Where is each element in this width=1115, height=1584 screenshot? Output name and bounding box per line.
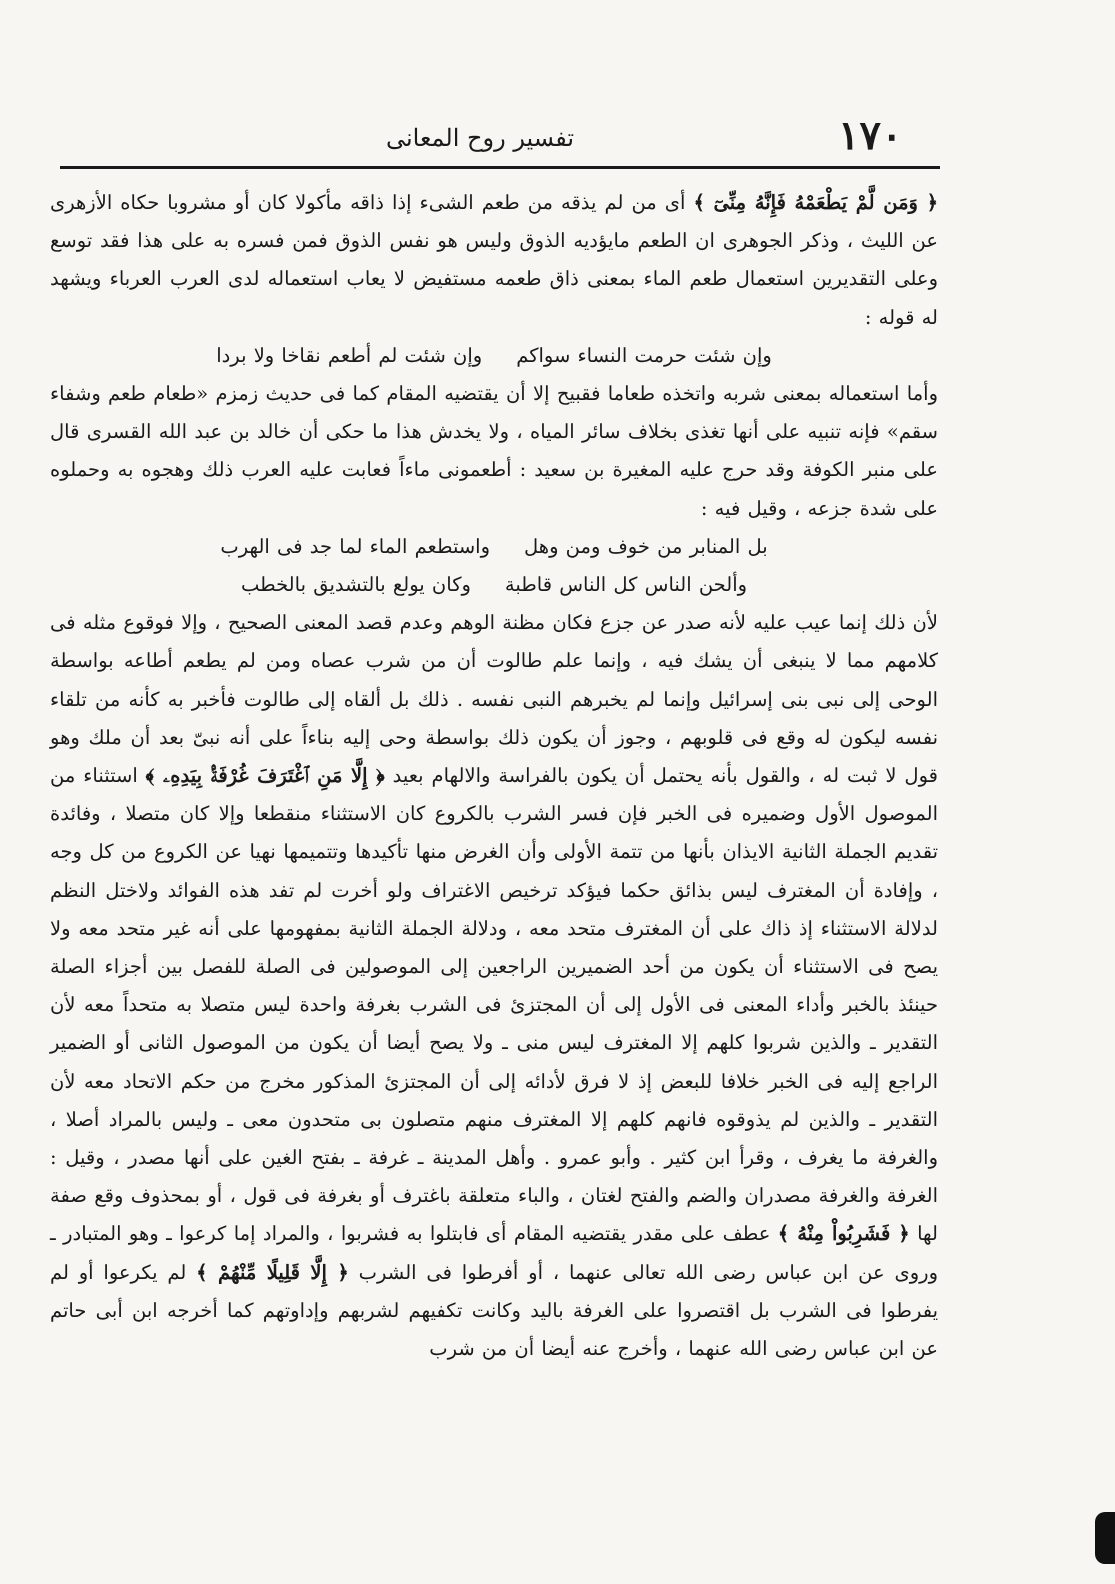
verse-line	[50, 337, 938, 375]
header-rule	[60, 166, 940, 169]
quran-quote: ﴿ وَمَن لَّمْ يَطْعَمْهُ فَإِنَّهُ مِنِّىٓ ﴾	[693, 191, 938, 214]
running-title: تفسير روح المعانى	[385, 124, 575, 152]
page-number: ١٧٠	[838, 112, 903, 159]
verse-hemistich: وإن شئت حرمت النساء سواكم	[516, 343, 772, 367]
paragraph-3	[50, 604, 938, 1368]
paragraph-text: عطف على مقدر يقتضيه المقام أى فابتلوا به فشربوا ، والمراد إما كرعوا ـ وهو المتبادر ـ وروى عن ابن عباس رضى الله تعالى عنهما ، أو أفرطوا فى الشرب	[50, 1222, 938, 1284]
body-text	[50, 184, 938, 1368]
verse-line	[50, 528, 938, 566]
quran-quote: ﴿ إِلَّا مَنِ ٱغْتَرَفَ غُرْفَةًۢ بِيَدِهِۦ ﴾	[145, 764, 385, 788]
paragraph-2: وأما استعماله بمعنى شربه واتخذه طعاما فقبيح إلا أن يقتضيه المقام كما فى حديث زمزم «طعام طعم وشفاء سقم» فإنه تنبيه على أنها تغذى بخلاف سائر المياه ، ولا يخدش هذا ما حكى أن خالد بن عبد الله القسرى قال على منبر الكوفة وقد حرج عليه المغيرة بن سعيد : أطعمونى ماءاً فعابت عليه العرب ذلك وهجوه به وحملوه على شدة جزعه ، وقيل فيه :	[50, 382, 938, 520]
verse-hemistich: وإن شئت لم أطعم نقاخا ولا بردا	[216, 343, 483, 367]
paragraph-text: لم يكرعوا أو لم يفرطوا فى الشرب بل اقتصروا على الغرفة باليد وكانت تكفيهم لشربهم وإداوتهم كما أخرجه ابن أبى حاتم عن ابن عباس رضى الله عنهما ، وأخرج عنه أيضا أن من شرب	[50, 1260, 938, 1361]
paragraph-text: لأن ذلك إنما عيب عليه لأنه صدر عن جزع فكان مظنة الوهم وعدم قصد المعنى الصحيح ، وإلا فوقوع مثله فى كلامهم مما لا ينبغى أن يشك فيه ، وإنما علم طالوت أن من شرب عصاه ومن لم يطعم أطاعه بواسطة الوحى إلى نبى بنى إسرائيل وإنما لم يخبرهم النبى نفسه . ذلك بل ألقاه إلى طالوت فأخبر به كأنه من تلقاء نفسه ليكون له وقع فى قلوبهم ، وجوز أن يكون ذلك بواسطة وحى إليه بناءاً على أنه نبىّ بعد أن ملك وهو قول لا ثبت له ، والقول بأنه يحتمل أن يكون بالفراسة والالهام بعيد	[50, 611, 938, 788]
verse-hemistich: بل المنابر من خوف ومن وهل	[524, 534, 768, 558]
verse-hemistich: واستطعم الماء لما جد فى الهرب	[220, 534, 491, 558]
quran-quote: ﴿ إِلَّا قَلِيلًا مِّنْهُمْ ﴾	[196, 1260, 349, 1284]
quran-quote: ﴿ فَشَرِبُواْ مِنْهُ ﴾	[777, 1222, 910, 1246]
paragraph-1	[50, 184, 938, 337]
verse-line	[50, 566, 938, 604]
scan-edge-mark	[1095, 1512, 1115, 1564]
verse-hemistich: وكان يولع بالتشديق بالخطب	[240, 573, 471, 597]
paragraph-text: استثناء من الموصول الأول وضميره فى الخبر فإن فسر الشرب بالكروع كان الاستثناء منقطعا وإلا كان متصلا ، وفائدة تقديم الجملة الثانية الايذان بأنها من تتمة الأولى وأن الغرض منها تأكيدها وتتميمها نهيا عن الكروع من كل وجه ، وإفادة أن المغترف ليس بذائق حكما فيؤكد ترخيص الاغتراف ولو أخرت لم تفد هذه الفوائد ولاختل النظم لدلالة الاستثناء إذ ذاك على أن المغترف متحد معه ، ودلالة الجملة الثانية بمفهومها على أنه غير متحد معه ولا يصح فى الاستثناء أن يكون من أحد الضميرين الراجعين إلى الموصولين فى الصلة للفصل بين أجزاء الصلة حينئذ بالخبر وأداء المعنى فى الأول إلى أن المجتزئ فى الشرب بغرفة واحدة ليس متصلا به متحداً معه لأن التقدير ـ والذين شربوا كلهم إلا المغترف ليس منى ـ ولا يصح أيضا أن يكون من الموصول الثانى أو الضمير الراجع إليه فى الخبر خلافا للبعض إذ لا فرق لأدائه إلى أن المجتزئ المذكور مخرج من حكم الاتحاد معه لأن التقدير ـ والذين لم يذوقوه فانهم كلهم إلا المغترف منهم متصلون بى متحدون معى ـ وليس بالمراد أصلا ، والغرفة ما يغرف ، وقرأ ابن كثير . وأبو عمرو . وأهل المدينة ـ غرفة ـ بفتح الغين على أنها مصدر ، وقيل : الغرفة والغرفة مصدران والضم والفتح لغتان ، والباء متعلقة باغترف أو بغرفة فى قول ، أو بمحذوف وقع صفة لها	[50, 764, 938, 1246]
paragraph-text: أى من لم يذقه من طعم الشىء إذا ذاقه مأكولا كان أو مشروبا حكاه الأزهرى عن الليث ، وذكر الجوهرى ان الطعم مايؤديه الذوق وليس هو نفس الذوق فمن فسره به على هذا فقد توسع وعلى التقديرين استعمال طعم الماء بمعنى ذاق طعمه مستفيض لا يعاب استعماله لدى العرب العرباء ويشهد له قوله :	[50, 191, 938, 329]
verse-hemistich: وألحن الناس كل الناس قاطبة	[504, 573, 748, 597]
